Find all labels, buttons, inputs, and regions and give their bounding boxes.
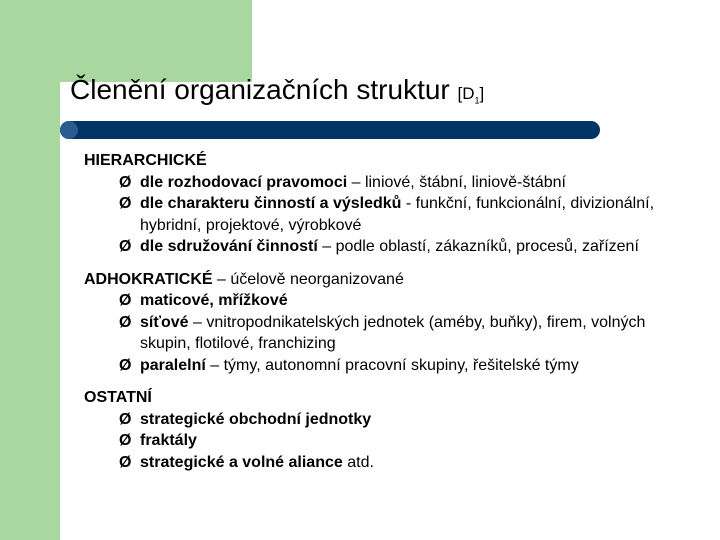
left-decor-stripe	[0, 0, 60, 540]
arrow-bullet-icon: Ø	[119, 195, 132, 212]
arrow-bullet-icon: Ø	[119, 238, 132, 255]
arrow-bullet-icon: Ø	[119, 432, 132, 449]
section-heading: OSTATNÍ	[84, 389, 152, 406]
section-heading: HIERARCHICKÉ	[84, 152, 207, 169]
list-item: Ø síťové – vnitropodnikatelských jednotek (améby, buňky), firem, volných skupin, flotilové, franchizing	[119, 313, 646, 352]
slide-content	[84, 150, 664, 484]
title-reference: $[D_1]$	[457, 84, 485, 106]
section-other	[84, 387, 664, 473]
section-heading: ADHOKRATICKÉ – účelově neorganizované	[84, 270, 404, 288]
arrow-bullet-icon: Ø	[119, 292, 132, 309]
slide-title	[70, 74, 484, 106]
arrow-bullet-icon: Ø	[119, 410, 132, 428]
arrow-bullet-icon: Ø	[119, 453, 132, 471]
list-item: Ø dle sdružování činností – podle oblastí, zákazníků, procesů, zařízení	[84, 236, 664, 258]
list-item: Ø maticové, mřížkové	[84, 290, 664, 312]
arrow-bullet-icon: Ø	[119, 356, 132, 374]
list-item: Ø strategické a volné aliance atd.	[84, 452, 664, 474]
list-item: Ø fraktály	[84, 430, 664, 452]
section-adhocratic	[84, 269, 664, 377]
arrow-bullet-icon: Ø	[119, 313, 132, 331]
title-text: Členění organizačních struktur	[70, 74, 458, 105]
list-item: Ø dle charakteru činností a výsledků - funkční, funkcionální, divizionální, hybridní, projektové, výrobkové	[119, 195, 655, 234]
arrow-bullet-icon: Ø	[119, 173, 132, 191]
list-item: Ø dle rozhodovací pravomoci – liniové, štábní, liniově-štábní	[84, 172, 664, 194]
title-underline-bar	[60, 121, 600, 139]
section-hierarchical	[84, 150, 664, 258]
list-item: Ø paralelní – týmy, autonomní pracovní skupiny, řešitelské týmy	[84, 355, 664, 377]
list-item: Ø strategické obchodní jednotky	[84, 409, 664, 431]
top-decor-block	[60, 0, 252, 82]
